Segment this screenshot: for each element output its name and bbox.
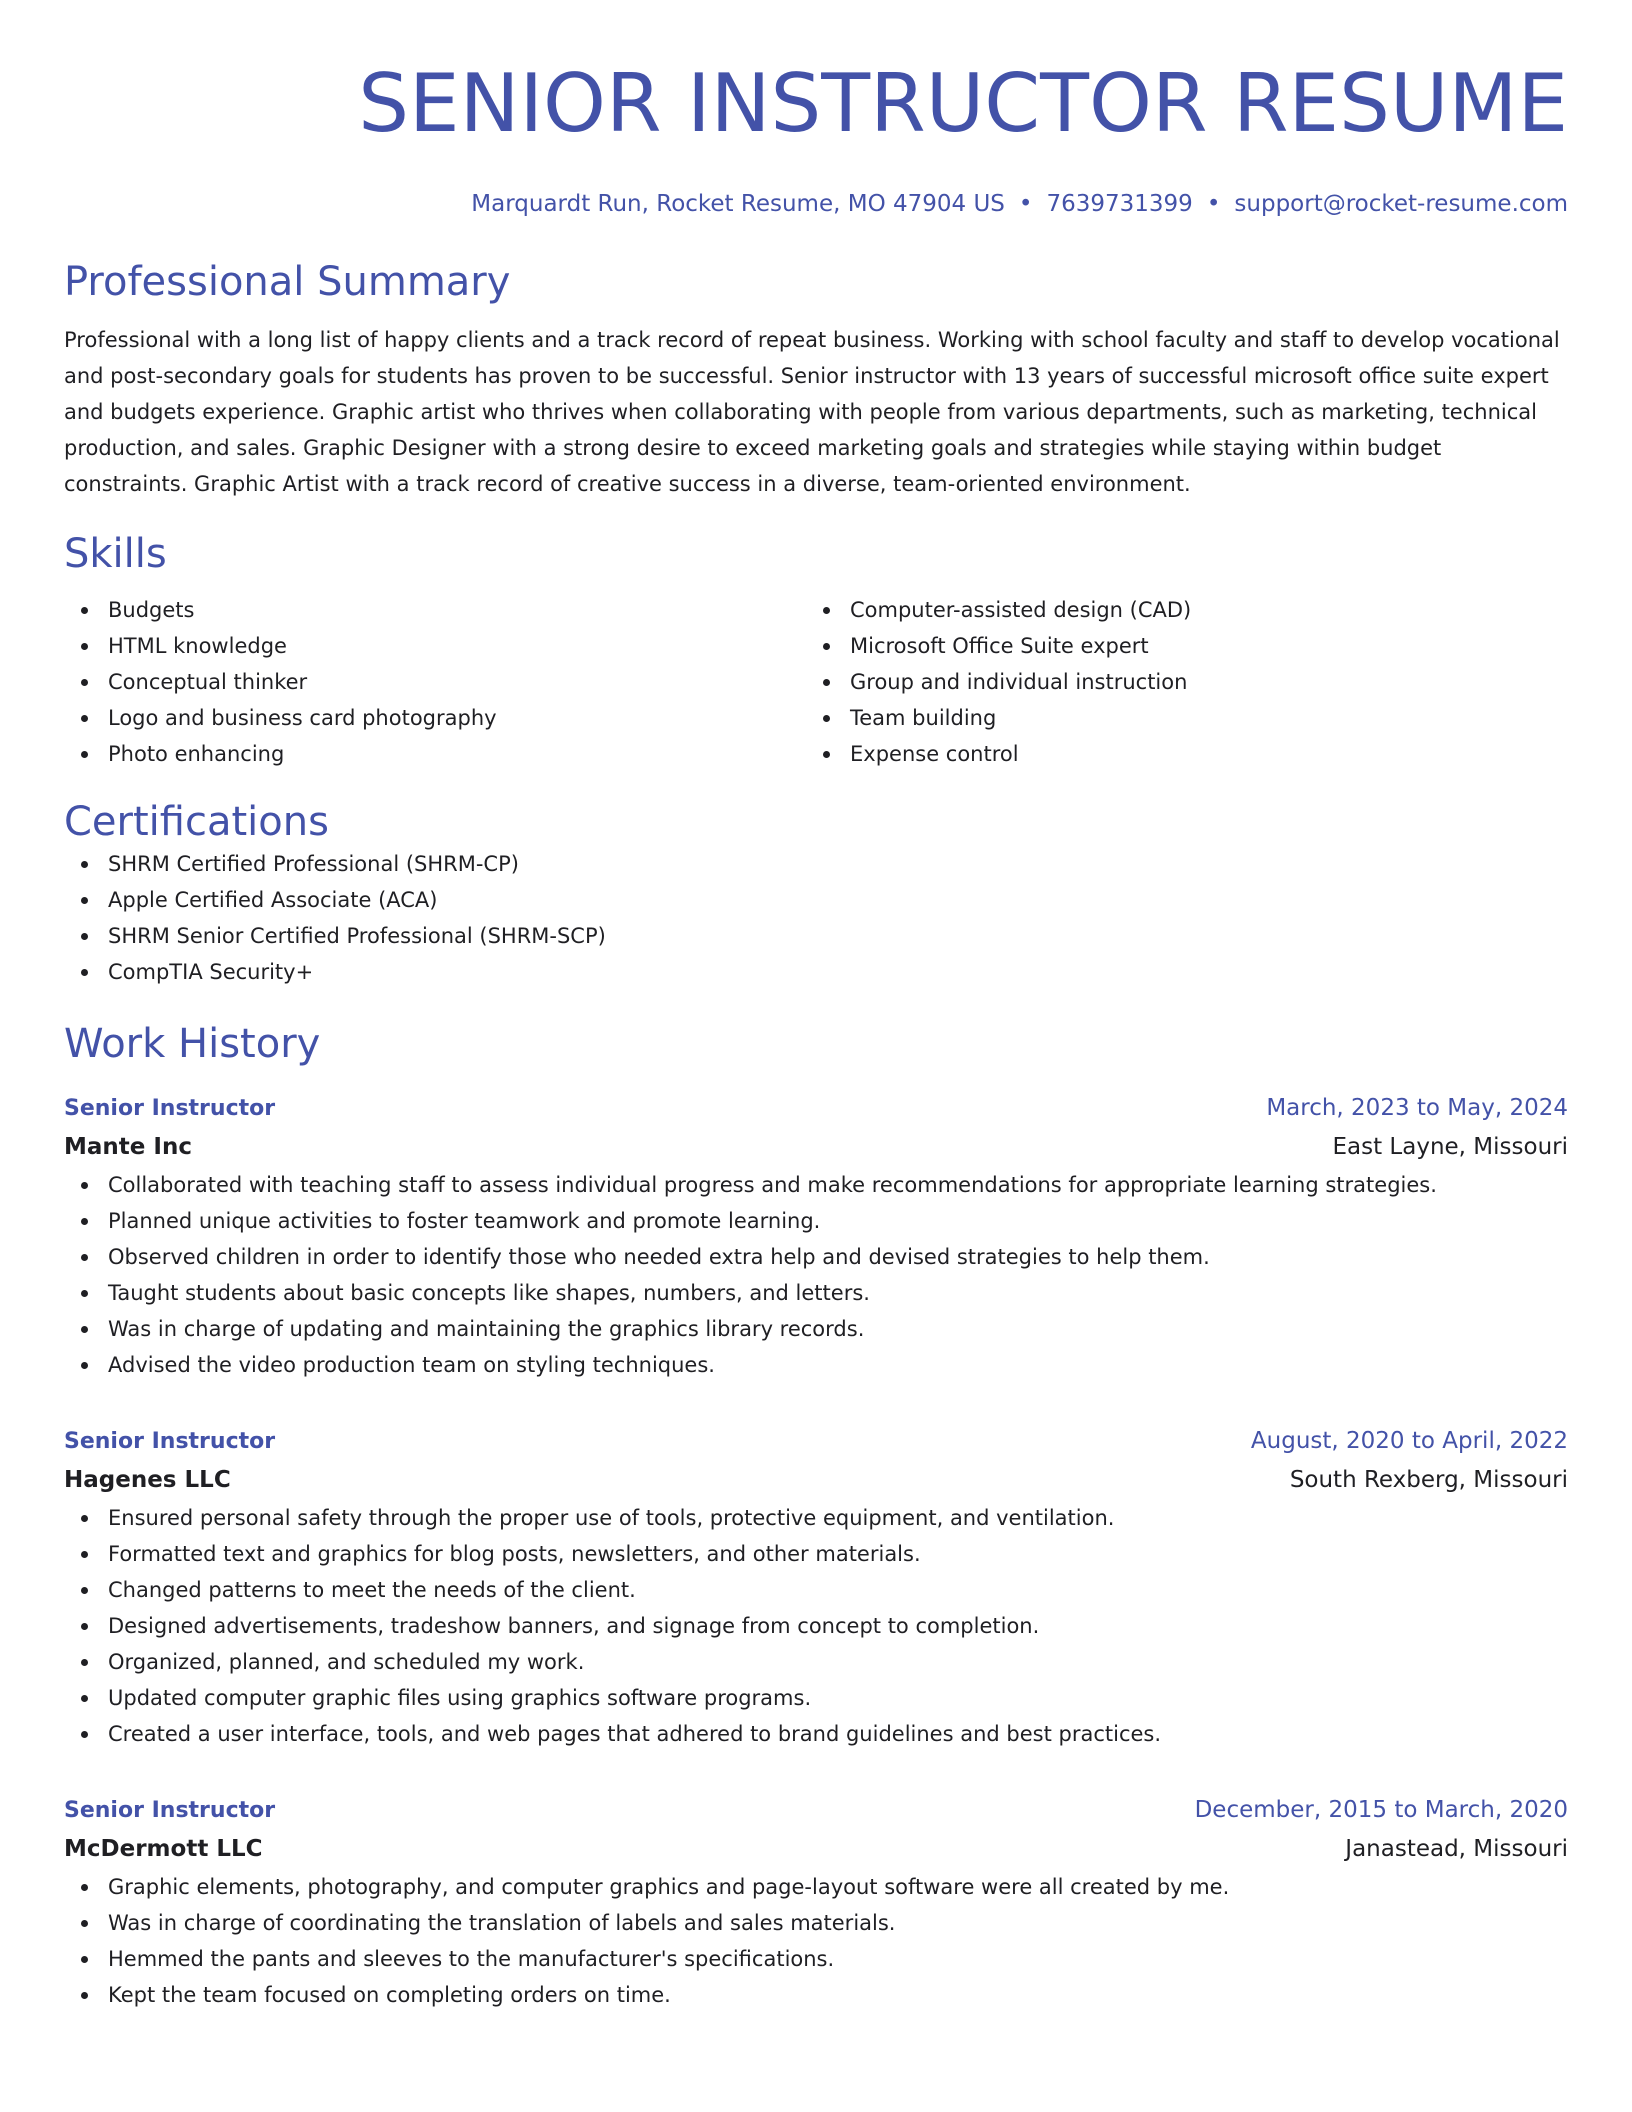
summary-heading: Professional Summary	[64, 259, 511, 305]
job-company: Mante Inc	[64, 1134, 192, 1160]
skill-item: HTML knowledge	[64, 628, 806, 664]
job-duty: Taught students about basic concepts like shapes, numbers, and letters.	[64, 1275, 1568, 1311]
skills-list	[64, 592, 1568, 772]
job-duty: Was in charge of coordinating the translation of labels and sales materials.	[64, 1905, 1568, 1941]
skill-item: Expense control	[806, 736, 1548, 772]
job-duty: Observed children in order to identify those who needed extra help and devised strategies to help them.	[64, 1239, 1568, 1275]
job-duty: Graphic elements, photography, and computer graphics and page-layout software were all created by me.	[64, 1869, 1568, 1905]
job-entry	[64, 1090, 1568, 1383]
skill-item: Team building	[806, 700, 1548, 736]
job-duty: Advised the video production team on styling techniques.	[64, 1347, 1568, 1383]
job-dates: December, 2015 to March, 2020	[1194, 1797, 1568, 1823]
certification-item: CompTIA Security+	[64, 954, 1568, 990]
skill-item: Conceptual thinker	[64, 664, 806, 700]
job-title: Senior Instructor	[64, 1429, 276, 1454]
job-company: McDermott LLC	[64, 1836, 263, 1862]
job-duty: Collaborated with teaching staff to assess individual progress and make recommendations for appropriate learning strategies.	[64, 1167, 1568, 1203]
job-header	[64, 1423, 1568, 1460]
skills-column-right	[806, 592, 1548, 772]
contact-separator: •	[1206, 191, 1221, 217]
job-duties	[64, 1869, 1568, 2013]
contact-email: support@rocket-resume.com	[1234, 191, 1568, 217]
job-duty: Designed advertisements, tradeshow banners, and signage from concept to completion.	[64, 1608, 1568, 1644]
job-location: East Layne, Missouri	[1332, 1134, 1568, 1160]
job-subheader	[64, 1127, 1568, 1167]
certification-item: Apple Certified Associate (ACA)	[64, 882, 1568, 918]
job-header	[64, 1792, 1568, 1829]
job-duty: Planned unique activities to foster teamwork and promote learning.	[64, 1203, 1568, 1239]
job-company: Hagenes LLC	[64, 1467, 231, 1493]
job-duty: Hemmed the pants and sleeves to the manufacturer's specifications.	[64, 1941, 1568, 1977]
skills-column-left	[64, 592, 806, 772]
job-duty: Organized, planned, and scheduled my work.	[64, 1644, 1568, 1680]
job-duty: Was in charge of updating and maintaining the graphics library records.	[64, 1311, 1568, 1347]
resume-title: SENIOR INSTRUCTOR RESUME	[358, 57, 1568, 150]
contact-info	[64, 188, 1568, 220]
job-title: Senior Instructor	[64, 1096, 276, 1121]
skill-item: Budgets	[64, 592, 806, 628]
certification-item: SHRM Certified Professional (SHRM-CP)	[64, 846, 1568, 882]
work-history-heading: Work History	[64, 1021, 321, 1067]
skill-item: Logo and business card photography	[64, 700, 806, 736]
job-duty: Formatted text and graphics for blog posts, newsletters, and other materials.	[64, 1536, 1568, 1572]
job-location: Janastead, Missouri	[1345, 1836, 1568, 1862]
job-duty: Changed patterns to meet the needs of the client.	[64, 1572, 1568, 1608]
contact-separator: •	[1018, 191, 1033, 217]
job-duties	[64, 1167, 1568, 1383]
job-subheader	[64, 1829, 1568, 1869]
skill-item: Computer-assisted design (CAD)	[806, 592, 1548, 628]
skill-item: Microsoft Office Suite expert	[806, 628, 1548, 664]
job-header	[64, 1090, 1568, 1127]
summary-text: Professional with a long list of happy clients and a track record of repeat business. Working with school faculty and staff to develop vocational and post-secondary goals for students has proven to be successful. Senior instructor with 13 years of successful microsoft office suite expert and budgets experience. Graphic artist who thrives when collaborating with people from various departments, such as marketing, technical production, and sales. Graphic Designer with a strong desire to exceed marketing goals and strategies while staying within budget constraints. Graphic Artist with a track record of creative success in a diverse, team-oriented environment.	[64, 328, 1560, 496]
skill-item: Photo enhancing	[64, 736, 806, 772]
job-location: South Rexberg, Missouri	[1289, 1467, 1568, 1493]
resume-page	[64, 0, 1568, 2013]
job-duties	[64, 1500, 1568, 1752]
job-entry	[64, 1792, 1568, 2013]
job-entry	[64, 1423, 1568, 1752]
contact-address: Marquardt Run, Rocket Resume, MO 47904 US	[471, 191, 1005, 217]
job-subheader	[64, 1460, 1568, 1500]
certification-item: SHRM Senior Certified Professional (SHRM-SCP)	[64, 918, 1568, 954]
job-duty: Kept the team focused on completing orders on time.	[64, 1977, 1568, 2013]
job-duty: Created a user interface, tools, and web pages that adhered to brand guidelines and best practices.	[64, 1716, 1568, 1752]
certifications-heading: Certifications	[64, 799, 329, 845]
job-title: Senior Instructor	[64, 1798, 276, 1823]
job-dates: August, 2020 to April, 2022	[1250, 1428, 1568, 1454]
job-dates: March, 2023 to May, 2024	[1266, 1095, 1568, 1121]
skills-heading: Skills	[64, 531, 167, 577]
certifications-list	[64, 846, 1568, 990]
contact-phone: 7639731399	[1046, 191, 1193, 217]
job-duty: Updated computer graphic files using graphics software programs.	[64, 1680, 1568, 1716]
job-duty: Ensured personal safety through the proper use of tools, protective equipment, and ventilation.	[64, 1500, 1568, 1536]
skill-item: Group and individual instruction	[806, 664, 1548, 700]
